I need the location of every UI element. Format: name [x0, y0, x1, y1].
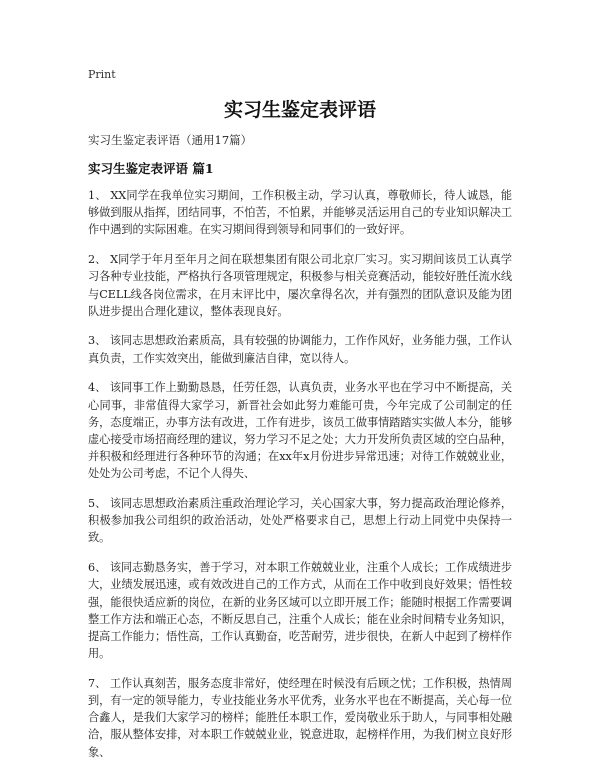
paragraph-5: 5、 该同志思想政治素质注重政治理论学习，关心国家大事，努力提高政治理论修养，积极参加我公司组织的政治活动，处处严格要求自己，思想上行动上同党中央保持一致。 [88, 497, 512, 545]
paragraph-7: 7、 工作认真刻苦，服务态度非常好，使经理在时候没有后顾之忧；工作积极，热情周到，有一定的领导能力，专业技能业务水平优秀，业务水平也在不断提高，关心每一位合鑫人，是我们大家学习的榜样；能胜任本职工作，爱岗敬业乐于助人，与同事相处融洽，服从整体安排，对本职工作兢兢业业，锐意进取，起榜样作用，为我们树立良好形象、 [88, 676, 512, 759]
page-title: 实习生鉴定表评语 [223, 99, 376, 121]
paragraph-3: 3、 该同志思想政治素质高，具有较强的协调能力，工作作风好，业务能力强，工作认真负责，工作实效突出，能做到廉洁自律，宽以待人。 [88, 334, 512, 365]
document-subtitle: 实习生鉴定表评语（通用17篇） [88, 133, 253, 147]
paragraph-2: 2、 X同学于年月至年月之间在联想集团有限公司北京厂实习。实习期间该员工认真学习各种专业技能，严格执行各项管理规定，积极参与相关竞赛活动，能较好胜任流水线与CELL线各岗位需求，在月末评比中，屡次拿得名次，并有强烈的团队意识及能为团队进步提出合理化建议，整体表现良好。 [88, 253, 512, 318]
paragraph-4: 4、 该同事工作上勤勤恳恳，任劳任怨，认真负责，业务水平也在学习中不断提高，关心同事，非常值得大家学习，新晋社会如此努力难能可贵，今年完成了公司制定的任务，态度端正，办事方法有改进，工作有进步，该员工做事情踏踏实实做人本分，能够虚心接受市场招商经理的建议，努力学习不足之处；大力开发所负责区域的空白品种，并积极和经理进行各种环节的沟通；在xx年x月份进步异常迅速；对待工作兢兢业业，处处为公司考虑，不记个人得失、 [88, 381, 512, 481]
paragraph-1: 1、 XX同学在我单位实习期间，工作积极主动，学习认真，尊敬师长，待人诚恳，能够做到服从指挥，团结同事，不怕苦，不怕累，并能够灵活运用自己的专业知识解决工作中遇到的实际困难。在实习期间得到领导和同事们的一致好评。 [88, 189, 512, 237]
print-link[interactable]: Print [88, 68, 116, 81]
paragraph-6: 6、 该同志勤恳务实，善于学习，对本职工作兢兢业业，注重个人成长；工作成绩进步大，业绩发展迅速，或有效改进自己的工作方式，从而在工作中收到良好效果；悟性较强，能很快适应新的岗位，在新的业务区域可以立即开展工作；能随时根据工作需要调整工作方法和端正心态，不断反思自己，注重个人成长；能在业余时间精专业务知识，提高工作能力；悟性高，工作认真勤奋，吃苦耐劳，进步很快，在新人中起到了榜样作用。 [88, 561, 512, 661]
section-heading: 实习生鉴定表评语 篇1 [88, 161, 214, 176]
